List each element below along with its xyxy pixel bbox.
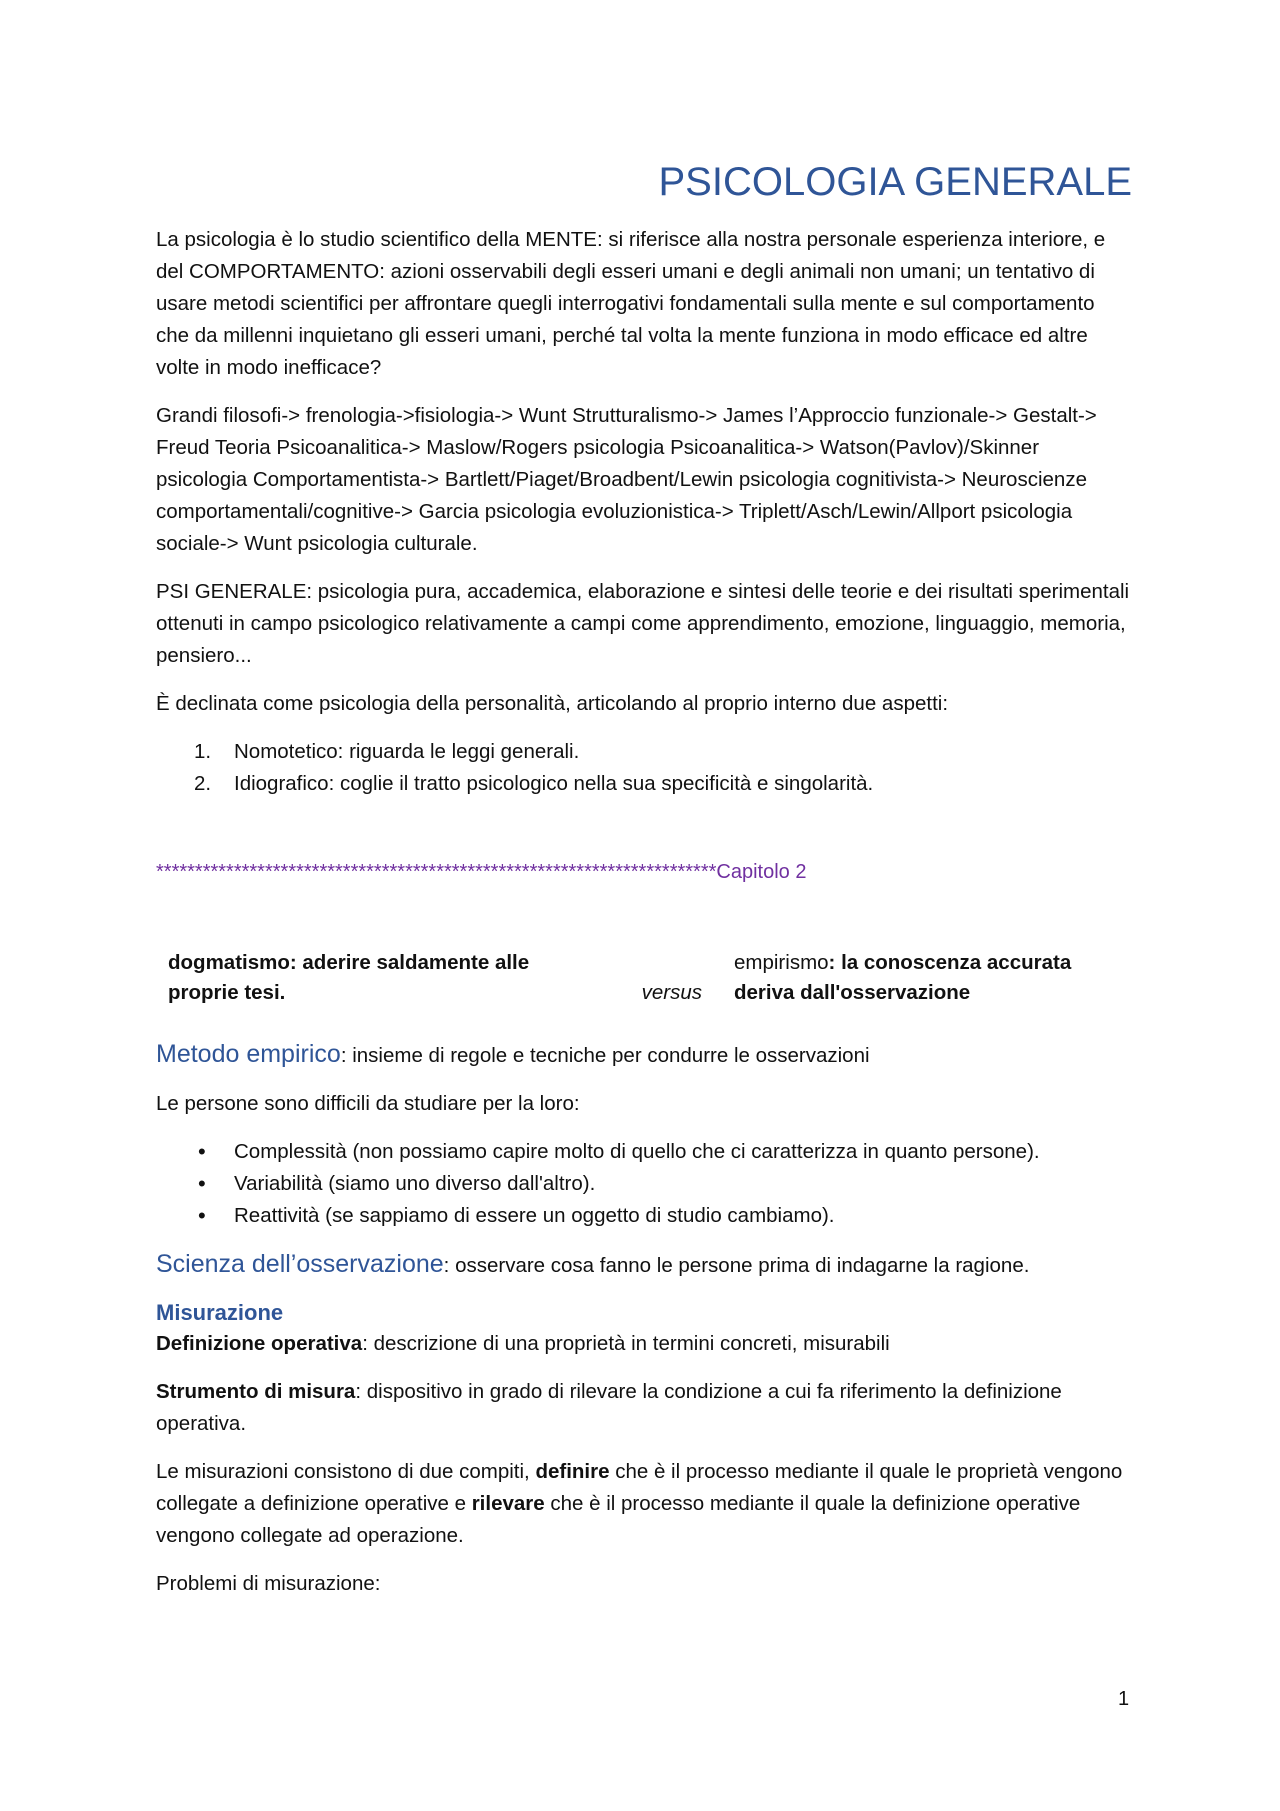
persone-paragraph: Le persone sono difficili da studiare per la loro:	[156, 1092, 580, 1115]
chapter-label: Capitolo 2	[716, 861, 807, 883]
page-title: PSICOLOGIA GENERALE	[658, 160, 1132, 204]
list-item-text: Idiografico: coglie il tratto psicologico nella sua specificità e singolarità.	[234, 772, 874, 795]
difficulties-list	[156, 1136, 1132, 1232]
empirismo-cell	[722, 948, 1132, 1008]
list-item-text: Reattività (se sappiamo di essere un oggetto di studio cambiamo).	[234, 1204, 835, 1227]
problemi-paragraph: Problemi di misurazione:	[156, 1572, 381, 1595]
misurazioni-paragraph	[156, 1456, 1132, 1552]
scienza-paragraph	[156, 1248, 1132, 1282]
versus-table	[156, 948, 1132, 1008]
strumento-paragraph	[156, 1376, 1132, 1440]
chapter-stars: ************************************************************************	[156, 861, 717, 883]
list-number: 2.	[194, 772, 212, 795]
bullet-icon: •	[198, 1203, 206, 1228]
bullet-icon: •	[198, 1139, 206, 1164]
bullet-icon: •	[198, 1171, 206, 1196]
list-number: 1.	[194, 740, 212, 763]
strumento-term: Strumento di misura	[156, 1380, 356, 1403]
list-item	[156, 768, 1132, 800]
definizione-term: Definizione operativa	[156, 1332, 363, 1355]
list-item-text: Complessità (non possiamo capire molto di quello che ci caratterizza in quanto persone).	[234, 1140, 1040, 1163]
list-item-text: Variabilità (siamo uno diverso dall'altro).	[234, 1172, 596, 1195]
empirismo-term: empirismo	[734, 951, 829, 974]
definizione-text: : descrizione di una proprietà in termini concreti, misurabili	[362, 1332, 890, 1355]
definire-term: definire	[535, 1460, 610, 1483]
empirismo-definition: : la conoscenza accurata deriva dall'osservazione	[734, 951, 1072, 1004]
metodo-heading: Metodo empirico	[156, 1040, 341, 1068]
misurazioni-text-c: che è il processo mediante il quale le proprietà vengono collegate a definizione operative e	[156, 1460, 1123, 1515]
chapter-divider	[156, 856, 1132, 888]
dogmatismo-cell: dogmatismo: aderire saldamente alle proprie tesi.	[168, 951, 530, 1004]
page-content	[156, 158, 1132, 1616]
psi-generale-paragraph: PSI GENERALE: psicologia pura, accademica, elaborazione e sintesi delle teorie e dei risultati sperimentali ottenuti in campo psicologico relativamente a campi come apprendimento, emozione, linguaggio, memoria, pensiero...	[156, 580, 1130, 667]
misurazioni-text-e: che è il processo mediante il quale la definizione operative vengono collegate ad operazione.	[156, 1492, 1081, 1547]
definizione-paragraph	[156, 1328, 1132, 1360]
list-item	[156, 1168, 1132, 1200]
declinata-paragraph: È declinata come psicologia della personalità, articolando al proprio interno due aspetti:	[156, 692, 949, 715]
versus-label: versus	[641, 981, 702, 1004]
list-item-text: Nomotetico: riguarda le leggi generali.	[234, 740, 580, 763]
list-item	[156, 736, 1132, 768]
misurazione-heading: Misurazione	[156, 1300, 284, 1325]
history-paragraph: Grandi filosofi-> frenologia->fisiologia-> Wunt Strutturalismo-> James l’Approccio funzionale-> Gestalt-> Freud Teoria Psicoanalitica-> Maslow/Rogers psicologia Psicoanalitica-> Watson(Pavlov)/Skinner psicologia Comportamentista-> Bartlett/Piaget/Broadbent/Lewin psicologia cognitivista-> Neuroscienze comportamentali/cognitive-> Garcia psicologia evoluzionistica-> Triplett/Asch/Lewin/Allport psicologia sociale-> Wunt psicologia culturale.	[156, 404, 1097, 555]
scienza-heading: Scienza dell’osservazione	[156, 1250, 444, 1278]
metodo-text: : insieme di regole e tecniche per condurre le osservazioni	[340, 1044, 870, 1067]
rilevare-term: rilevare	[471, 1492, 545, 1515]
intro-paragraph: La psicologia è lo studio scientifico della MENTE: si riferisce alla nostra personale esperienza interiore, e del COMPORTAMENTO: azioni osservabili degli esseri umani e degli animali non umani; un tentativo di usare metodi scientifici per affrontare quegli interrogativi fondamentali sulla mente e sul comportamento che da millenni inquietano gli esseri umani, perché tal volta la mente funziona in modo efficace ed altre volte in modo inefficace?	[156, 228, 1106, 379]
list-item	[156, 1136, 1132, 1168]
strumento-text: : dispositivo in grado di rilevare la condizione a cui fa riferimento la definizione operativa.	[156, 1380, 1062, 1435]
scienza-text: : osservare cosa fanno le persone prima di indagarne la ragione.	[443, 1254, 1030, 1277]
list-item	[156, 1200, 1132, 1232]
versus-cell	[588, 948, 722, 1008]
metodo-paragraph	[156, 1038, 1132, 1072]
misurazioni-text-a: Le misurazioni consistono di due compiti,	[156, 1460, 536, 1483]
page-number: 1	[1118, 1688, 1130, 1710]
aspects-list	[156, 736, 1132, 800]
